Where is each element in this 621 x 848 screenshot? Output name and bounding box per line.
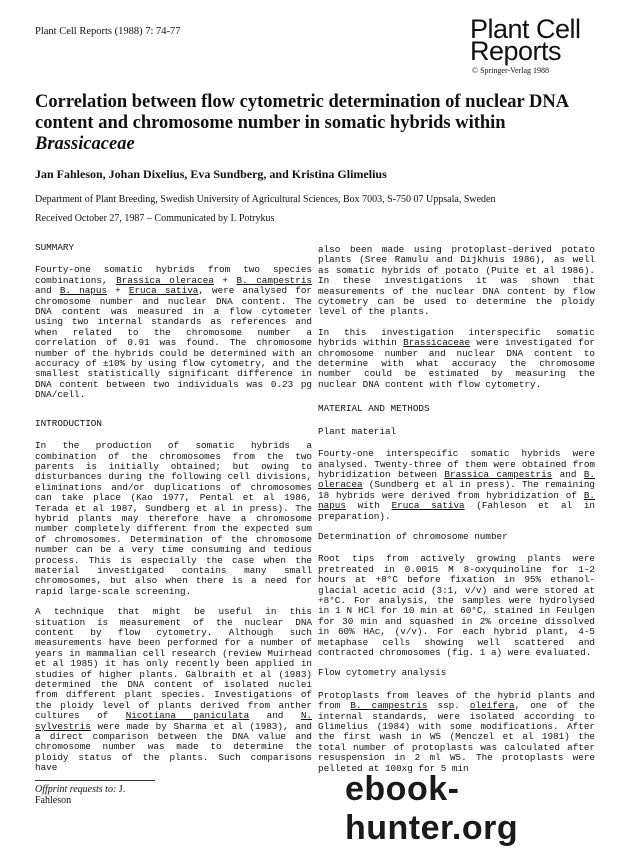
offprint-footnote	[35, 780, 155, 806]
affiliation: Department of Plant Breeding, Swedish University of Agricultural Sciences, Box 7003, S-750 07 Uppsala, Sweden	[35, 194, 496, 205]
species-name: B. napus	[318, 489, 595, 512]
flow-cytometry-paragraph	[318, 691, 595, 774]
pm-text-b: and	[552, 468, 584, 480]
journal-logo	[470, 14, 600, 75]
summary-text-e: , were analysed for chromosome number and nuclear DNA content. The DNA content was measured in a flow cytometer using two internal standards as references and when related to the chromosome number a correlation of 0.91 was found. The chromosome number of the hybrids could be determined with an accuracy of ±10% by using flow cytometry, and the smallest statistically significant difference in DNA content between two individuals was 0.23 pg DNA/cell.	[35, 285, 312, 401]
methods-heading: MATERIAL AND METHODS	[318, 403, 430, 415]
intro-paragraph-2	[35, 607, 312, 774]
title-main: Correlation between flow cytometric determination of nuclear DNA content and chromosome number in somatic hybrids within	[35, 92, 569, 133]
fc-text-a: Protoplasts from leaves of the hybrid plants and from	[318, 689, 595, 712]
introduction-heading: INTRODUCTION	[35, 417, 102, 429]
article-title	[35, 92, 595, 155]
journal-reference: Plant Cell Reports (1988) 7: 74-77	[35, 26, 181, 37]
flow-cytometry-heading: Flow cytometry analysis	[318, 667, 447, 679]
footnote-name: J. Fahleson	[35, 784, 126, 806]
intro-text-c: were made by Sharma et al (1983), and a direct comparison between the DNA value and chromosome number was made to determine the ploidy status of the plants. Such comparisons have	[35, 720, 312, 774]
right-column	[318, 245, 595, 784]
pm-text-a: Fourty-one interspecific somatic hybrids were analysed. Twenty-three of them were obtained from hybridization between	[318, 448, 595, 480]
chromosome-heading: Determination of chromosome number	[318, 530, 508, 542]
fc-text-c: , one of the internal standards, were isolated according to Glimelius (1984) with some modifications. After the first wash in W5 (Menczel et al 1981) the total number of protoplasts was calculated after resuspension in 2 ml W5. The protoplasts were pelleted at 100xg for 5 min	[318, 700, 596, 774]
species-name: Brassica campestris	[444, 468, 553, 480]
pm-text-c: (Sundberg et al in press). The remaining 18 hybrids were derived from hybridization of	[318, 479, 595, 501]
species-name: Brassicaceae	[403, 337, 471, 349]
species-name: N. sylvestris	[35, 710, 312, 732]
watermark: ebook-hunter.org	[345, 770, 519, 847]
species-name: Eruca sativa	[391, 500, 465, 512]
species-name: B. napus	[59, 285, 108, 297]
species-name: B. oleracea	[318, 468, 595, 491]
pm-text-d: with	[345, 500, 392, 512]
inv-text-a: In this investigation interspecific somatic hybrids within	[318, 326, 595, 349]
species-name: B. campestris	[236, 274, 312, 286]
pm-text-e: (Fahleson et al in preparation).	[318, 500, 595, 522]
copyright: © Springer-Verlag 1988	[472, 66, 550, 75]
summary-text-a: Fourty-one somatic hybrids from two species combinations,	[35, 264, 312, 286]
summary-text-c: and	[35, 285, 60, 297]
intro-paragraph-1: In the production of somatic hybrids a combination of the chromosomes from the two parents is initially obtained; but owing to disturbances during the following cell divisions, eliminations and/or duplications of chromosomes can take place (Kao 1977, Pental et al 1986, Terada et al 1987, Sundberg et al in press). The hybrid plants may therefore have a chromosome number completely different from the expected sum of chromosomes. Determination of the chromosome number can be a very time consuming and tedious process. This is especially the case when the material investigated contains many small chromosomes, but also when there is a need for rapid large-scale screening.	[35, 440, 312, 597]
left-column	[35, 243, 312, 784]
logo-line-1: Plant Cell	[470, 14, 581, 44]
summary-heading: SUMMARY	[35, 242, 75, 253]
intro-text-b: and	[249, 710, 301, 722]
summary-text-b: +	[213, 274, 237, 286]
species-name: Nicotiana paniculata	[125, 710, 250, 722]
received-line: Received October 27, 1987 – Communicated by I. Potrykus	[35, 213, 275, 224]
footnote-label: Offprint requests to:	[35, 784, 117, 795]
logo-line-2: Reports	[470, 36, 562, 66]
summary-paragraph	[35, 265, 312, 400]
authors: Jan Fahleson, Johan Dixelius, Eva Sundberg, and Kristina Glimelius	[35, 167, 387, 181]
inv-text-b: were investigated for chromosome number and nuclear DNA content to determine with what accuracy the chromosome number could be estimated by measuring the nuclear DNA content with flow cytometry.	[318, 337, 595, 390]
species-name: B. campestris	[350, 700, 428, 712]
plant-material-paragraph	[318, 449, 595, 522]
investigation-paragraph	[318, 328, 595, 390]
intro-text-a: A technique that might be useful in this situation is measurement of the nuclear DNA content by flow cytometry. Although such measurements have been performed for a number of years in mammalian cell research (review Muirhead et al 1985) it has only recently been applied in studies of higher plants. Galbraith et al (1983) determined the DNA content of isolated nuclei from different plant species. Investigations of the ploidy level of plants derived from anther cultures of	[35, 606, 312, 722]
species-name: oleifera	[469, 700, 515, 712]
fc-text-b: ssp.	[427, 700, 470, 712]
species-name: Brassica oleracea	[116, 274, 214, 286]
plant-material-heading: Plant material	[318, 425, 397, 437]
species-name: Eruca sativa	[128, 285, 199, 297]
summary-text-d: +	[107, 285, 129, 297]
chromosome-paragraph: Root tips from actively growing plants were pretreated in 0.0015 M 8-oxyquinoline for 1-2 hours at +8°C before fixation in 95% ethanol-glacial acetic acid (3:1, v/v) and were stored at +8°C. For analysis, the samples were hydrolysed in 1 N HCl for 10 min at 60°C, stained in Feulgen for 30 min and squashed in 2% orceine dissolved in 60% HAc, (v/v). For each hybrid plant, 4-5 metaphase cells showing well scattered and contracted chromosomes (fig. 1 a) were evaluated.	[318, 553, 595, 658]
continued-paragraph: also been made using protoplast-derived potato plants (Sree Ramulu and Dijkhuis 1986), as well as somatic hybrids of potato (Puite et al 1986). In these investigations it was shown that measurements of the nuclear DNA content by flow cytometry can be used to determine the ploidy level of the plants.	[318, 244, 595, 318]
title-italic: Brassicaceae	[35, 134, 135, 154]
